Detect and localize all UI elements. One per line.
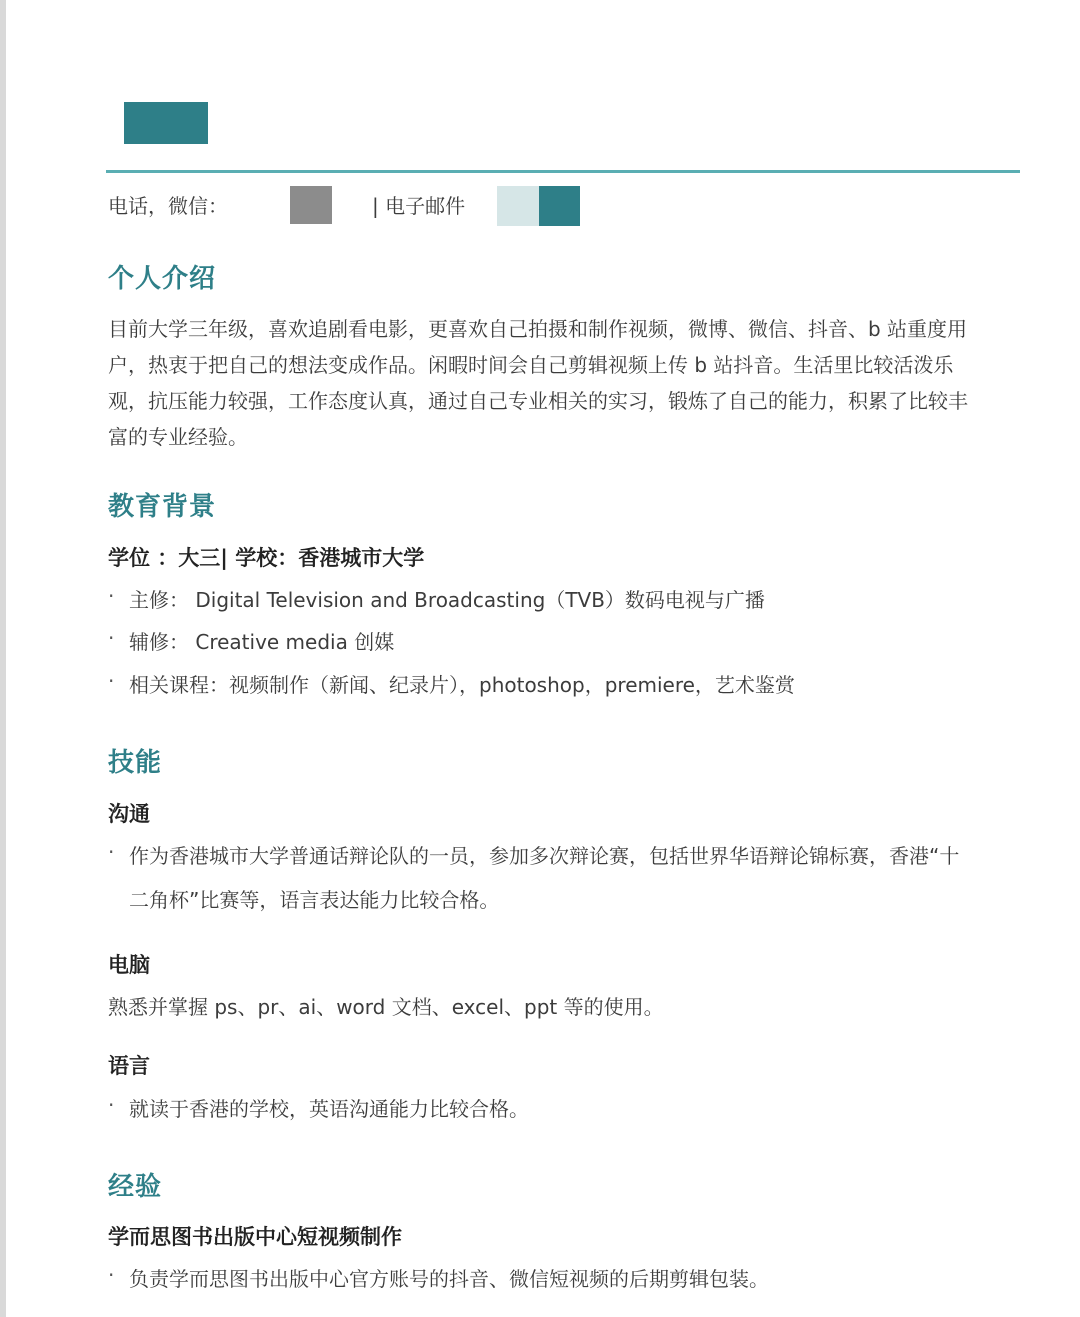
name-redaction-block [124,102,208,144]
intro-line: 户，热衷于把自己的想法变成作品。闲暇时间会自己剪辑视频上传 b 站抖音。生活里比较活泼乐 [108,353,954,377]
experience-heading: 经验 [108,1172,163,1202]
courses-text: 相关课程：视频制作（新闻、纪录片），photoshop，premiere，艺术鉴赏 [129,673,795,697]
page-edge [0,0,6,1317]
skills-heading: 技能 [108,748,163,778]
bullet-icon: · [108,1093,115,1117]
bullet-icon: · [108,626,115,650]
header-divider [106,170,1020,173]
major-text: 主修： Digital Television and Broadcasting（TVB）数码电视与广播 [129,588,765,612]
email-redaction-dark [539,186,580,226]
job-duty-text: 负责学而思图书出版中心官方账号的抖音、微信短视频的后期剪辑包装。 [129,1267,769,1291]
computer-heading: 电脑 [108,953,150,977]
phone-label: 电话，微信： [108,194,228,218]
communication-heading: 沟通 [108,802,150,826]
bullet-icon: · [108,1263,115,1287]
computer-text: 熟悉并掌握 ps、pr、ai、word 文档、excel、ppt 等的使用。 [108,995,664,1019]
intro-line: 富的专业经验。 [108,425,248,449]
minor-text: 辅修： Creative media 创媒 [129,630,395,654]
phone-redaction [290,186,332,224]
bullet-icon: · [108,840,115,864]
intro-line: 观，抗压能力较强，工作态度认真，通过自己专业相关的实习，锻炼了自己的能力，积累了比较丰 [108,389,968,413]
language-text: 就读于香港的学校，英语沟通能力比较合格。 [129,1097,529,1121]
communication-text-cont: 二角杯”比赛等，语言表达能力比较合格。 [129,888,500,912]
email-label: | 电子邮件 [372,194,466,218]
job-title: 学而思图书出版中心短视频制作 [108,1225,402,1249]
language-heading: 语言 [108,1054,150,1078]
education-heading: 教育背景 [108,492,217,522]
communication-text: 作为香港城市大学普通话辩论队的一员，参加多次辩论赛，包括世界华语辩论锦标赛，香港“十 [129,844,960,868]
bullet-icon: · [108,669,115,693]
email-redaction-light [497,186,539,226]
intro-line: 目前大学三年级，喜欢追剧看电影，更喜欢自己拍摄和制作视频，微博、微信、抖音、b 站重度用 [108,317,968,341]
intro-heading: 个人介绍 [108,264,217,294]
bullet-icon: · [108,584,115,608]
degree-line: 学位 ：大三| 学校：香港城市大学 [108,546,425,570]
